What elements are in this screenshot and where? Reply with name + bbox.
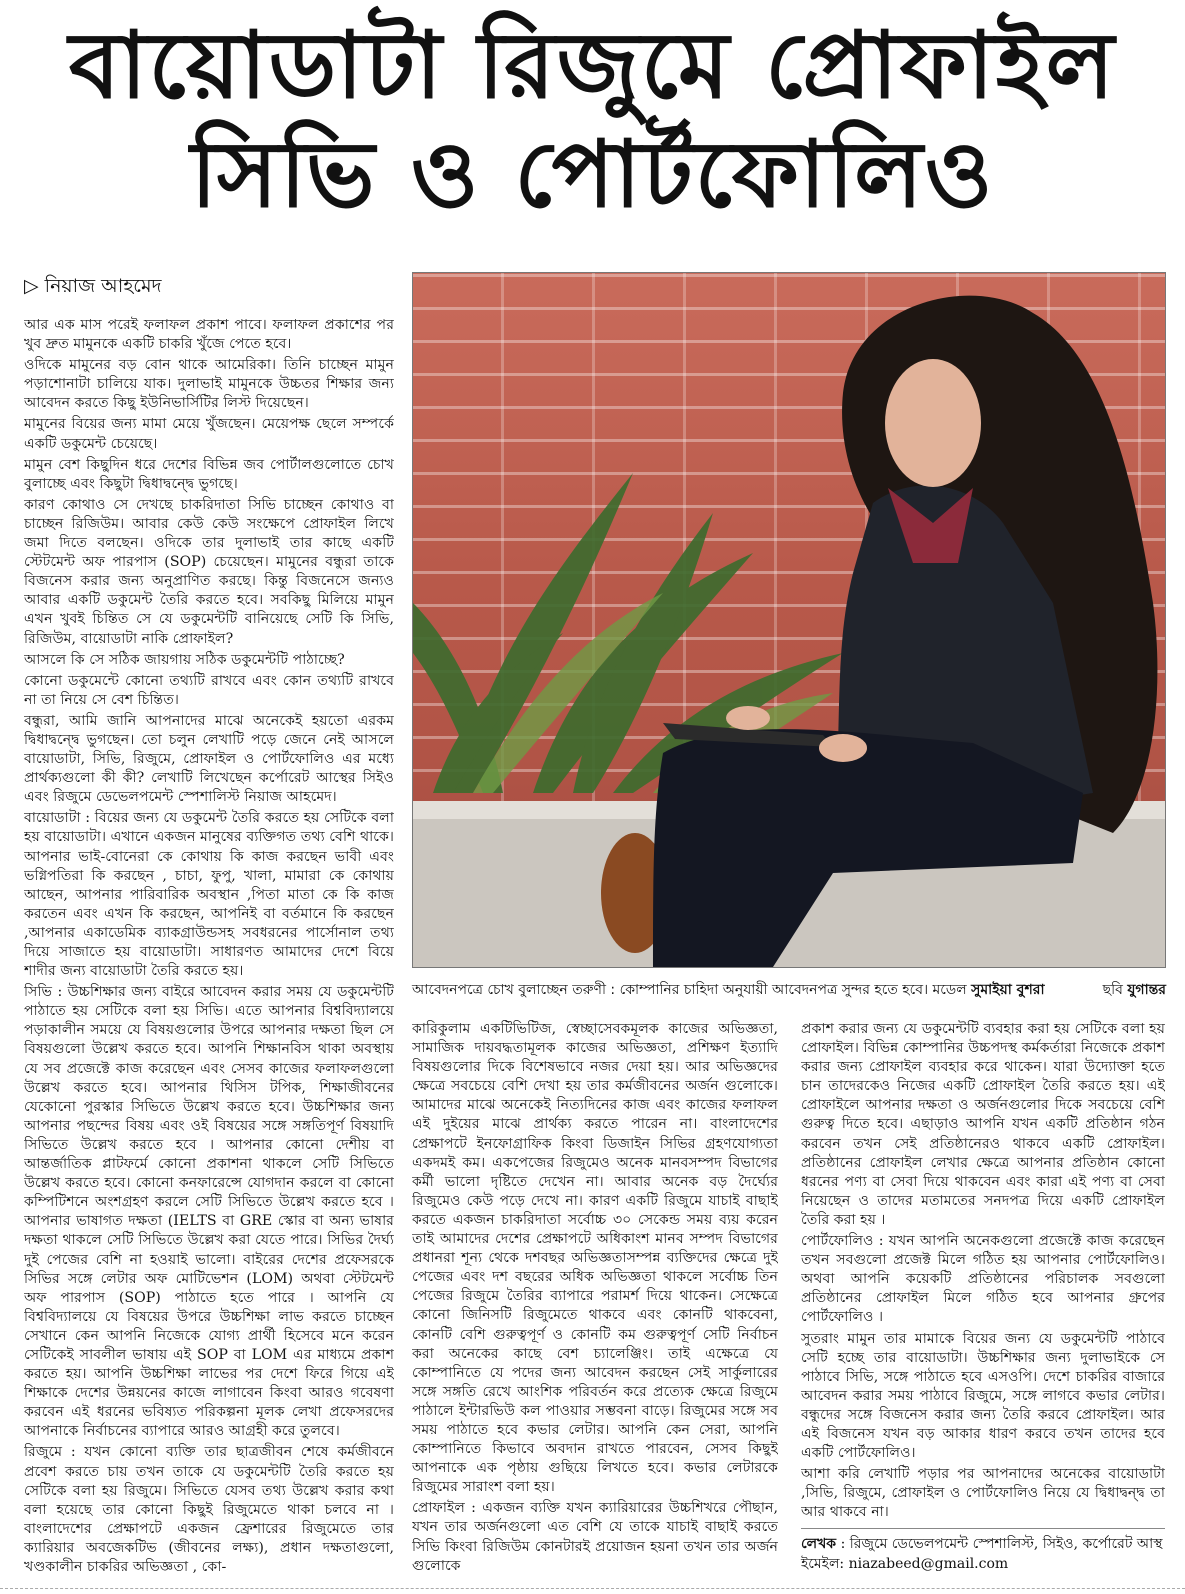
caption-credit-name: যুগান্তর [1127,982,1166,998]
author-title: : রিজুমে ডেভেলপমেন্ট স্পেশালিস্ট, সিইও, কর্পোরেট আস্থ [840,1536,1163,1552]
paragraph: কারিকুলাম একটিভিটিজ, স্বেচ্ছাসেবকমূলক কাজের অভিজ্ঞতা, সামাজিক দায়বদ্ধতামূলক কাজের অভিজ্ঞতা, প্রশিক্ষণ ইত্যাদি বিষয়গুলোর দিকে বিশেষভাবে নজর দেয়া হয়। আর অভিজ্ঞদের ক্ষেত্রে সবচেয়ে বেশি দেখা হয় তার কর্মজীবনের অর্জন গুলোকে। আমাদের মাঝে অনেকেই নিত্যদিনের কাজ এবং কাজের ফলাফল এই দুইয়ের মাঝে প্রার্থক্য করতে পারেন না। বাংলাদেশের প্রেক্ষাপটে ইনফোগ্রাফিক কিংবা ডিজাইন সিভির গ্রহণযোগ্যতা একদমই কম। একপেজের রিজুমেও অনেক মানবসম্পদ বিভাগের কর্মী ভালো দৃষ্টিতে দেখেন না। আবার অনেক বড় দৈর্ঘ্যের রিজুমেও কেউ পড়ে দেখে না। কারণ একটি রিজুমে যাচাই বাছাই করতে একজন চাকরিদাতা সর্বোচ্চ ৩০ সেকেন্ড সময় ব্যয় করেন তাই আমাদের দেশের প্রেক্ষাপটে অধিকাংশ মানব সম্পদ বিভাগের প্রধানরা শূন্য থেকে দশবছর অভিজ্ঞতাসম্পন্ন ব্যক্তিদের ক্ষেত্রে দুই পেজের এবং দশ বছরের অধিক অভিজ্ঞতা থাকলে সর্বোচ্চ তিন পেজের রিজুমে তৈরির ব্যাপারে পরামর্শ দিয়ে থাকেন। সেক্ষেত্রে কোনো জিনিসটি রিজুমেতে থাকবে এবং কোনটি থাকবেনা, কোনটি বেশি গুরুত্বপূর্ণ ও কোনটি কম গুরুত্বপূর্ণ সেটি নির্বাচন করা অনেকের কাছে বেশ চ্যালেঞ্জিং। তাই এক্ষেত্রে যে কোম্পানিতে যে পদের জন্য আবেদন করছেন সেই সার্কুলারের সঙ্গে সঙ্গতি রেখে আংশিক পরিবর্তন করে প্রত্যেক ক্ষেত্রে রিজুমে পাঠালে ইন্টারভিউ কল পাওয়ার সম্ভবনা বাড়ে। রিজুমের সঙ্গে সব সময় পাঠাতে হবে কভার লেটার। আপনি কেন সেরা, আপনি কোম্পানিতে কিভাবে অবদান রাখতে পারবেন, সেসব কিছুই আপনাকে এক পৃষ্ঠায় গুছিয়ে লিখতে হবে। কভার লেটারকে রিজুমের সারাংশ বলা হয়। [412,1021,778,1496]
article-photo [412,272,1166,968]
author-box [801,1534,1165,1574]
paragraph: প্রোফাইল : একজন ব্যক্তি যখন ক্যারিয়ারের উচ্চশিখরে পৌছান, যখন তার অর্জনগুলো এত বেশি যে তাকে যাচাই বাছাই করতে সিভি কিংবা রিজিউম কোনটারই প্রয়োজন হয়না তখন তার অর্জন গুলোকে [412,1500,778,1574]
paragraph: মামুন বেশ কিছুদিন ধরে দেশের বিভিন্ন জব পোর্টালগুলোতে চোখ বুলাচ্ছে এবং কিছুটা দ্বিধাদ্বন্দ্বে ভুগছে। [24,456,394,492]
article-column-middle [412,1020,778,1588]
caption-text: আবেদনপত্রে চোখ বুলাচ্ছেন তরুণী : কোম্পানির চাহিদা অনুযায়ী আবেদনপত্র সুন্দর হতে হবে। মডেল [412,982,967,998]
bottom-divider [0,1588,1185,1589]
author-email-label: ইমেইল: [801,1556,845,1572]
headline [0,12,1185,228]
paragraph: সুতরাং মামুন তার মামাকে বিয়ের জন্য যে ডকুমেন্টটি পাঠাবে সেটি হচ্ছে তার বায়োডাটা। উচ্চশিক্ষার জন্য দুলাভাইকে সে পাঠাবে সিভি, সঙ্গে পাঠাতে হবে এসওপি। দেশে চাকরির বাজারে আবেদন করার সময় পাঠাবে রিজুমে, সঙ্গে লাগবে কভার লেটার। বন্ধুদের সঙ্গে বিজনেস করার জন্য তৈরি করবে প্রোফাইল। আর এই বিজনেস যখন বড় আকার ধারণ করবে তখন তাদের হবে একটি পোর্টফোলিও। [801,1330,1165,1462]
author-email-line [801,1554,1165,1574]
paragraph: ওদিকে মামুনের বড় বোন থাকে আমেরিকা। তিনি চাচ্ছেন মামুন পড়াশোনাটা চালিয়ে যাক। দুলাভাই মামুনকে উচ্চতর শিক্ষার জন্য আবেদন করতে কিছু ইউনিভার্সিটির লিস্ট দিয়েছেন। [24,357,394,412]
headline-line-1: বায়োডাটা রিজুমে প্রোফাইল [68,12,1117,119]
paragraph: রিজুমে : যখন কোনো ব্যক্তি তার ছাত্রজীবন শেষে কর্মজীবনে প্রবেশ করতে চায় তখন তাকে যে ডকুমেন্টটি তৈরি করতে হয় সেটিকে বলা হয় রিজুমে। সিভিতে যেসব তথ্য উল্লেখ করার কথা বলা হয়েছে তার কোনো কিছুই রিজুমেতে থাকা চলবে না । বাংলাদেশের প্রেক্ষাপটে একজন ফ্রেশারের রিজুমেতে তার ক্যারিয়ার অবজেকটিভ (জীবনের লক্ষ্য), প্রধান দক্ষতাগুলো, খণ্ডকালীন চাকরির অভিজ্ঞতা , কো- [24,1444,394,1575]
paragraph: সিভি : উচ্চশিক্ষার জন্য বাইরে আবেদন করার সময় যে ডকুমেন্টটি পাঠাতে হয় সেটিকে বলা হয় সিভি। এতে আপনার বিশ্ববিদ্যালয়ে পড়াকালীন সময়ে যে বিষয়গুলোর উপরে আপনার দক্ষতা ছিল সে বিষয়গুলো উল্লেখ করতে হবে। আপনি শিক্ষানবিস থাকা অবস্থায় যে সব প্রজেক্টে কাজ করেছেন এবং সেসব কাজের ফলাফলগুলো উল্লেখ করতে হবে। আপনার থিসিস টপিক, শিক্ষাজীবনের যেকোনো পুরস্কার সিভিতে উল্লেখ করতে হবে। উচ্চশিক্ষার জন্য আপনার পছন্দের বিষয় এবং ওই বিষয়ের সঙ্গে সঙ্গতিপূর্ণ বিষয়াদি সিভিতে উল্লেখ করতে হবে । আপনার কোনো দেশীয় বা আন্তর্জাতিক প্লাটফর্মে কোনো প্রকাশনা থাকলে সেটি সিভিতে উল্লেখ করতে হবে। কোনো কনফারেন্সে যোগদান করলে বা কোনো কম্পিটিশনে অংশগ্রহণ করলে সেটি সিভিতে উল্লেখ করতে হবে । আপনার ভাষাগত দক্ষতা (IELTS বা GRE স্কোর বা অন্য ভাষার দক্ষতা থাকলে সেটি সিভিতে উল্লেখ করা যেতে পারে। সিভির দৈর্ঘ্য দুই পেজের বেশি না হওয়াই ভালো। বাইরের দেশের প্রফেসরকে সিভির সঙ্গে লেটার অফ মোটিভেশন (LOM) অথবা স্টেটমেন্ট অফ পারপাস (SOP) পাঠাতে হতে পারে । আপনি যে বিশ্ববিদ্যালয়ে যে বিষয়ের উপরে উচ্চশিক্ষা লাভ করতে চাচ্ছেন সেখানে কেন আপনি নিজেকে যোগ্য প্রার্থী হিসেবে মনে করেন সেটিকেই সাবলীল ভাষায় এই SOP বা LOM এর মাধ্যমে প্রকাশ করতে হয়। আপনি উচ্চশিক্ষা লাভের পর দেশে ফিরে গিয়ে এই শিক্ষাকে দেশের উন্নয়নের কাজে লাগাবেন কিংবা আরও গবেষণা করবেন এই ধরনের ভবিষ্যত পরিকল্পনা মূলক লেখা প্রফেসরদের আপনাকে নির্বাচনের ব্যাপারে আরও আগ্রহী করে তুলবে। [24,984,394,1440]
paragraph: কারণ কোথাও সে দেখছে চাকরিদাতা সিভি চাচ্ছেন কোথাও বা চাচ্ছেন রিজিউম। আবার কেউ কেউ সংক্ষেপে প্রোফাইল লিখে জমা দিতে বলছেন। ওদিকে তার দুলাভাই তার কাছে একটি স্টেটমেন্ট অফ পারপাস (SOP) চেয়েছেন। মামুনের বন্ধুরা তাকে বিজনেস করার জন্য অনুপ্রাণিত করছে। কিন্তু বিজনেসে জন্যও আবার একটি ডকুমেন্ট তৈরি করতে হবে। সবকিছু মিলিয়ে মামুন এখন খুবই চিন্তিত সে যে ডকুমেন্টটি বানিয়েছে সেটি কি সিভি, রিজিউম, বায়োডাটা নাকি প্রোফাইল? [24,496,394,647]
caption-credit [1103,978,1166,1002]
paragraph: বায়োডাটা : বিয়ের জন্য যে ডকুমেন্ট তৈরি করতে হয় সেটিকে বলা হয় বায়োডাটা। এখানে একজন মানুষের ব্যক্তিগত তথ্য বেশি থাকে। আপনার ভাই-বোনেরা কে কোথায় কি কাজ করছেন ভাবী এবং ভগ্নিপতিরা কি করছেন , চাচা, ফুপু, খালা, মামারা কে কোথায় আছেন, আপনার পারিবারিক অবস্থান ,পিতা মাতা কে কি কাজ করতেন এবং এখন কি করছেন, আপনিই বা বর্তমানে কি করছেন ,আপনার একাডেমিক ব্যাকগ্রাউন্ডসহ সবধরনের পার্সোনাল তথ্য দিয়ে সাজাতে হয় বায়োডাটা। সাধারণত আমাদের দেশে বিয়ে শাদীর জন্য বায়োডাটা তৈরি করতে হয়। [24,810,394,980]
paragraph: বন্ধুরা, আমি জানি আপনাদের মাঝে অনেকেই হয়তো এরকম দ্বিধাদ্বন্দ্বে ভুগছেন। তো চলুন লেখাটি পড়ে জেনে নেই আসলে বায়োডাটা, সিভি, রিজুমে, প্রোফাইল ও পোর্টফোলিও এর মধ্যে প্রার্থক্যগুলো কী কী? লেখাটি লিখেছেন কর্পোরেট আস্থের সিইও এবং রিজুমে ডেভেলপমেন্ট স্পেশালিস্ট নিয়াজ আহমেদ। [24,712,394,806]
photo-caption [412,978,1166,1002]
author-email: niazabeed@gmail.com [848,1556,1009,1572]
paragraph: আর এক মাস পরেই ফলাফল প্রকাশ পাবে। ফলাফল প্রকাশের পর খুব দ্রুত মামুনকে একটি চাকরি খুঁজে পেতে হবে। [24,317,394,353]
article-column-right [801,1020,1165,1520]
paragraph: মামুনের বিয়ের জন্য মামা মেয়ে খুঁজছেন। মেয়েপক্ষ ছেলে সম্পর্কে একটি ডকুমেন্ট চেয়েছে। [24,416,394,452]
caption-credit-label: ছবি [1102,982,1123,998]
paragraph: প্রকাশ করার জন্য যে ডকুমেন্টটি ব্যবহার করা হয় সেটিকে বলা হয় প্রোফাইল। বিভিন্ন কোম্পানির উচ্চপদস্থ কর্মকর্তারা নিজেকে প্রকাশ করার জন্য প্রোফাইল ব্যবহার করে থাকেন। যারা উদ্যোক্তা হতে চান তাদেরকেও নিজের একটি প্রোফাইল তৈরি করতে হয়। এই প্রোফাইলে আপনার দক্ষতা ও অর্জনগুলোর দিকে সবচেয়ে বেশি গুরুত্ব দিতে হবে। এছাড়াও আপনি যখন একটি প্রতিষ্ঠান গঠন করবেন তখন সেই প্রতিষ্ঠানেরও থাকবে একটি প্রোফাইল। প্রতিষ্ঠানের প্রোফাইল লেখার ক্ষেত্রে আপনার প্রতিষ্ঠান কোনো ধরনের পণ্য বা সেবা দিয়ে থাকবেন এবং কারা এই পণ্য বা সেবা নিয়েছেন ও তাদের মতামতের সনদপত্র দিয়ে একটি প্রোফাইল তৈরি করা হয় । [801,1021,1165,1228]
paragraph: কোনো ডকুমেন্টে কোনো তথ্যটি রাখবে এবং কোন তথ্যটি রাখবে না তা নিয়ে সে বেশ চিন্তিত। [24,672,394,708]
author-label: লেখক [801,1536,837,1552]
photo-illustration [413,273,1165,967]
headline-line-2: সিভি ও পোর্টফোলিও [190,120,995,228]
author-divider [801,1528,1165,1529]
paragraph: আসলে কি সে সঠিক জায়গায় সঠিক ডকুমেন্টটি পাঠাচ্ছে? [24,651,345,668]
article-column-left [24,316,394,1588]
byline: ▷ নিয়াজ আহমেদ [24,275,162,297]
caption-model: সুমাইয়া বুশরা [971,982,1045,998]
paragraph: পোর্টফোলিও : যখন আপনি অনেকগুলো প্রজেক্টে কাজ করেছেন তখন সবগুলো প্রজেক্ট মিলে গঠিত হয় আপনার পোর্টফোলিও। অথবা আপনি কয়েকটি প্রতিষ্ঠানের পরিচালক সবগুলো প্রতিষ্ঠানের প্রোফাইল মিলে গঠিত হবে আপনার গ্রুপের পোর্টফোলিও । [801,1233,1165,1326]
caption-main [412,978,1045,1002]
paragraph: আশা করি লেখাটি পড়ার পর আপনাদের অনেকের বায়োডাটা ,সিভি, রিজুমে, প্রোফাইল ও পোর্টফোলিও নিয়ে যে দ্বিধাদ্বন্দ্ব তা আর থাকবে না। [801,1466,1165,1520]
author-line [801,1534,1165,1554]
